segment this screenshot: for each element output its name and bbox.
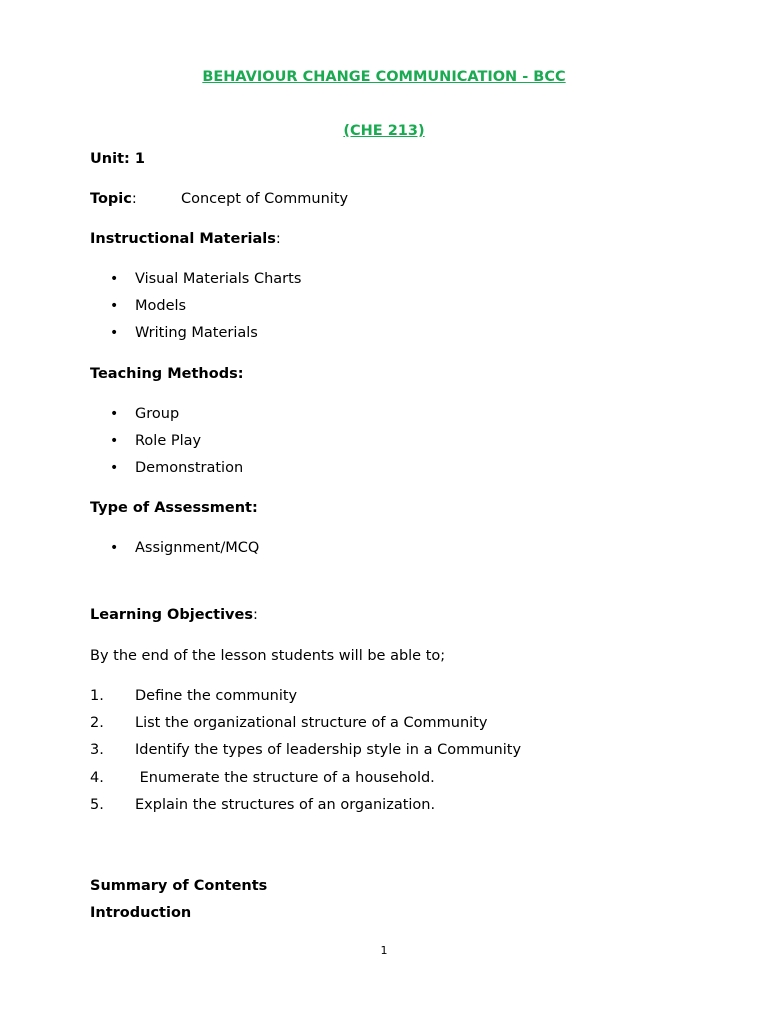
list-item-text: Enumerate the structure of a household. (135, 770, 435, 786)
instructional-materials-colon: : (275, 231, 281, 247)
learning-objectives-label: Learning Objectives (90, 607, 253, 623)
list-item-text: Identify the types of leadership style in a Community (135, 742, 522, 758)
topic-label: Topic (90, 191, 132, 207)
list-item (0, 688, 768, 708)
list-item-text: Role Play (135, 433, 202, 449)
bullet-icon: • (110, 540, 119, 556)
list-item (0, 797, 768, 817)
list-item-number: 2. (90, 715, 104, 731)
document-title: BEHAVIOUR CHANGE COMMUNICATION - BCC (202, 69, 566, 85)
bullet-icon: • (110, 433, 119, 449)
bullet-icon: • (110, 406, 119, 422)
learning-objectives-heading (90, 607, 258, 623)
topic-line (90, 191, 137, 207)
page-number: 1 (380, 944, 388, 957)
list-item-number: 3. (90, 742, 104, 758)
list-item-text: Explain the structures of an organization. (135, 797, 436, 813)
list-item (0, 325, 768, 345)
instructional-materials-heading (90, 231, 281, 247)
assessment-heading: Type of Assessment: (90, 500, 258, 516)
list-item-text: Group (135, 406, 180, 422)
list-item-text: Assignment/MCQ (135, 540, 260, 556)
topic-value: Concept of Community (181, 191, 349, 207)
learning-objectives-colon: : (252, 607, 258, 623)
bullet-icon: • (110, 271, 119, 287)
list-item (0, 715, 768, 735)
list-item-text: Writing Materials (135, 325, 258, 341)
bullet-icon: • (110, 460, 119, 476)
summary-heading: Summary of Contents (90, 878, 268, 894)
list-item-text: Demonstration (135, 460, 244, 476)
list-item-number: 4. (90, 770, 104, 786)
topic-colon: : (131, 191, 137, 207)
learning-objectives-intro: By the end of the lesson students will be able to; (90, 648, 446, 664)
list-item (0, 406, 768, 426)
list-item (0, 540, 768, 560)
bullet-icon: • (110, 298, 119, 314)
list-item-number: 5. (90, 797, 104, 813)
list-item-number: 1. (90, 688, 104, 704)
list-item (0, 433, 768, 453)
list-item (0, 460, 768, 480)
list-item (0, 770, 768, 790)
unit-line (90, 151, 145, 167)
list-item (0, 298, 768, 318)
bullet-icon: • (110, 325, 119, 341)
list-item (0, 742, 768, 762)
list-item-text: Visual Materials Charts (135, 271, 302, 287)
teaching-methods-heading: Teaching Methods: (90, 366, 244, 382)
list-item (0, 271, 768, 291)
list-item-text: Define the community (135, 688, 298, 704)
course-code: (CHE 213) (343, 123, 425, 139)
list-item-text: Models (135, 298, 187, 314)
list-item-text: List the organizational structure of a Community (135, 715, 488, 731)
introduction-heading: Introduction (90, 905, 192, 921)
unit-label: Unit: (90, 151, 130, 167)
instructional-materials-label: Instructional Materials (90, 231, 276, 247)
unit-value: 1 (134, 151, 145, 167)
